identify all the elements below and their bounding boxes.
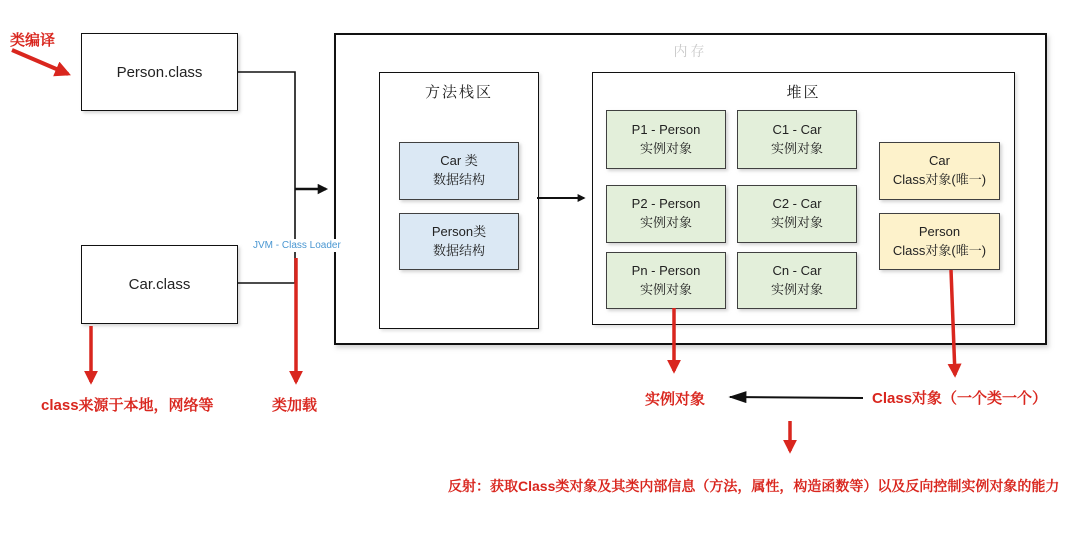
memory-title: 内存 — [673, 43, 708, 59]
heap-cell-p2-line1: P2 - Person — [631, 196, 701, 212]
heap-cell-c1-line2: 实例对象 — [770, 140, 823, 156]
class-load-label: 类加载 — [272, 397, 318, 414]
car-class-file-label: Car.class — [128, 276, 191, 293]
compile-arrow — [12, 50, 68, 74]
heap-cell-cn-line1: Cn - Car — [772, 262, 822, 278]
classobj-cell-person-line1: Person — [918, 223, 961, 239]
heap-cell-p2-line2: 实例对象 — [639, 215, 692, 230]
heap-cell-cn-line2: 实例对象 — [770, 281, 823, 297]
heap-cell-c1 — [737, 110, 857, 169]
heap-cell-c2-line1: C2 - Car — [772, 196, 822, 212]
classobj-cell-car-line2: Class对象(唯一) — [892, 172, 987, 187]
classobj-cell-person-line2: Class对象(唯一) — [892, 242, 987, 258]
heap-cell-cn — [737, 252, 857, 309]
heap-cell-pn-line1: Pn - Person — [631, 262, 701, 278]
stack-cell-person — [399, 213, 519, 270]
car-class-file-box — [81, 245, 238, 324]
classobj-cell-car — [879, 142, 1000, 200]
heap-cell-c1-line1: C1 - Car — [772, 121, 822, 137]
method-stack-title: 方法栈区 — [424, 84, 493, 101]
stack-cell-car — [399, 142, 519, 200]
method-stack-box — [379, 72, 539, 329]
heap-cell-c2 — [737, 185, 857, 243]
classobj-cell-person — [879, 213, 1000, 270]
heap-title: 堆区 — [786, 84, 821, 101]
heap-cell-pn — [606, 252, 726, 309]
heap-cell-pn-line2: 实例对象 — [639, 281, 692, 297]
classobj-cell-car-line1: Car — [929, 153, 950, 169]
compile-label: 类编译 — [10, 32, 56, 49]
heap-cell-p2 — [606, 185, 726, 243]
class-obj-label: Class对象（一个类一个） — [872, 390, 1048, 407]
heap-cell-c2-line2: 实例对象 — [770, 215, 823, 230]
heap-cell-p1 — [606, 110, 726, 169]
heap-cell-p1-line2: 实例对象 — [639, 140, 692, 156]
stack-cell-person-line2: 数据结构 — [432, 242, 485, 258]
stack-cell-person-line1: Person类 — [431, 223, 487, 239]
jvm-class-loader-label: JVM - Class Loader — [253, 240, 341, 251]
class-source-label: class来源于本地，网络等 — [41, 397, 214, 414]
stack-cell-car-line1: Car 类 — [440, 153, 478, 169]
person-class-file-label: Person.class — [116, 63, 203, 81]
stack-cell-car-line2: 数据结构 — [432, 172, 485, 187]
classobj-to-instance-arrow — [730, 397, 863, 398]
instance-obj-label: 实例对象 — [645, 391, 706, 408]
person-class-file-box — [81, 33, 238, 111]
heap-cell-p1-line1: P1 - Person — [631, 121, 701, 137]
reflection-label: 反射：获取Class类对象及其类内部信息（方法，属性，构造函数等）以及反向控制实例对象的能力 — [448, 478, 1060, 494]
